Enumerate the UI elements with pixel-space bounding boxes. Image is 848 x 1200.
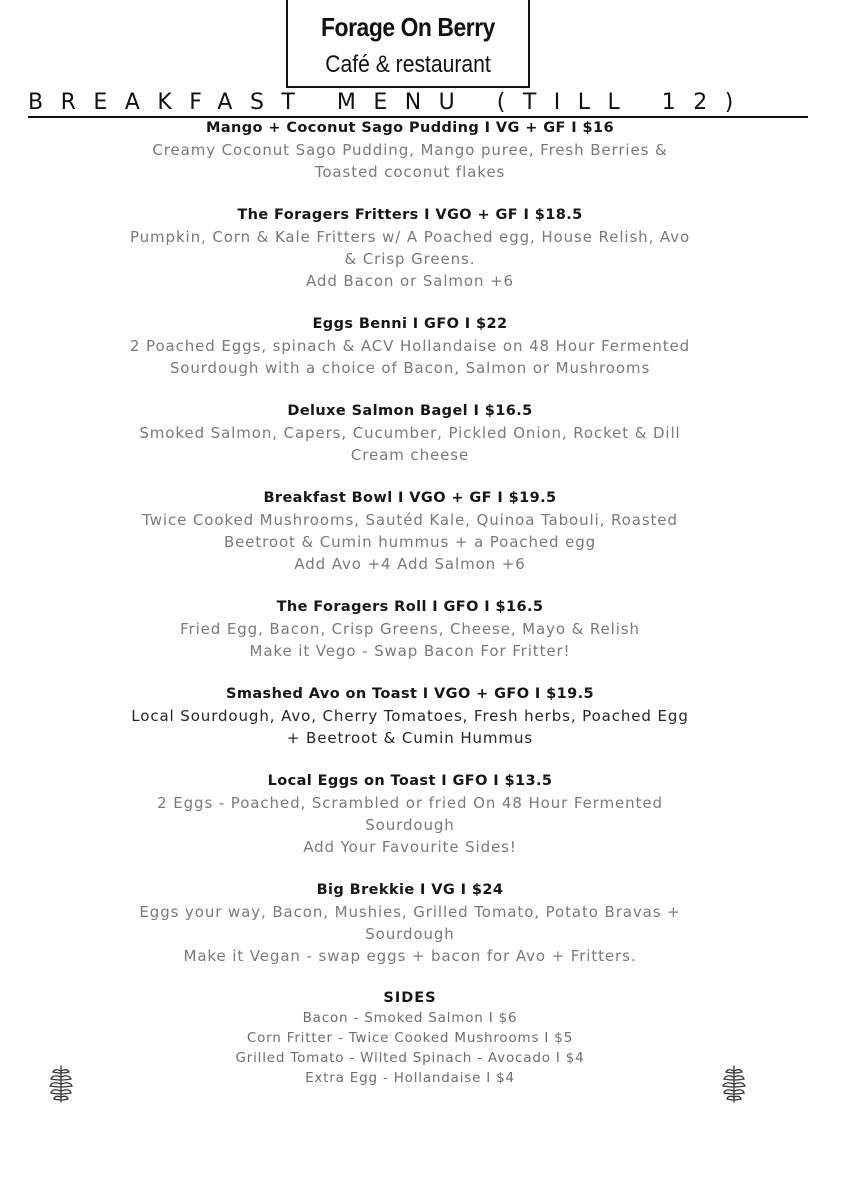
item-description: Pumpkin, Corn & Kale Fritters w/ A Poached egg, House Relish, Avo — [129, 228, 691, 246]
restaurant-tagline: Café & restaurant — [325, 51, 491, 78]
menu-title: BREAKFAST MENU (TILL 12) — [28, 90, 808, 118]
restaurant-logo — [286, 0, 530, 88]
menu-item — [60, 487, 760, 575]
item-title: Breakfast Bowl I VGO + GF I $19.5 — [263, 490, 557, 506]
menu-item — [60, 117, 760, 183]
item-title: Big Brekkie I VG I $24 — [316, 882, 504, 898]
item-description: Sourdough — [365, 816, 455, 834]
item-description: Cream cheese — [350, 446, 470, 464]
menu-item — [60, 204, 760, 292]
item-description: Toasted coconut flakes — [314, 163, 506, 181]
menu-item — [60, 313, 760, 379]
fern-leaf-icon — [47, 1063, 75, 1103]
item-description: 2 Poached Eggs, spinach & ACV Hollandaise on 48 Hour Fermented — [129, 337, 691, 355]
item-description: Fried Egg, Bacon, Crisp Greens, Cheese, Mayo & Relish — [180, 620, 640, 638]
item-description: + Beetroot & Cumin Hummus — [286, 729, 534, 747]
item-title: Deluxe Salmon Bagel I $16.5 — [287, 403, 533, 419]
menu-item — [60, 596, 760, 662]
menu-item — [60, 879, 760, 967]
sides-item: Extra Egg - Hollandaise I $4 — [305, 1070, 515, 1086]
restaurant-name: Forage On Berry — [321, 12, 495, 42]
item-title: The Foragers Roll I GFO I $16.5 — [276, 599, 544, 615]
item-addon: Add Avo +4 Add Salmon +6 — [294, 555, 526, 573]
item-addon: Add Your Favourite Sides! — [303, 838, 517, 856]
menu-item — [60, 770, 760, 858]
item-description: Local Sourdough, Avo, Cherry Tomatoes, Fresh herbs, Poached Egg — [131, 707, 689, 725]
menu-list — [60, 117, 760, 1088]
menu-item — [60, 400, 760, 466]
item-description: Creamy Coconut Sago Pudding, Mango puree, Fresh Berries & — [152, 141, 668, 159]
item-title: Mango + Coconut Sago Pudding I VG + GF I $16 — [206, 120, 614, 136]
item-title: Local Eggs on Toast I GFO I $13.5 — [267, 773, 553, 789]
sides-title: SIDES — [383, 990, 437, 1006]
menu-item — [60, 683, 760, 749]
item-title: The Foragers Fritters I VGO + GF I $18.5 — [237, 207, 583, 223]
sides-item: Bacon - Smoked Salmon I $6 — [302, 1010, 518, 1026]
item-description: Beetroot & Cumin hummus + a Poached egg — [223, 533, 597, 551]
sides-item: Grilled Tomato - Wilted Spinach - Avocado I $4 — [235, 1050, 585, 1066]
item-description: & Crisp Greens. — [344, 250, 476, 268]
fern-leaf-icon — [720, 1063, 748, 1103]
item-title: Eggs Benni I GFO I $22 — [312, 316, 508, 332]
item-description: Sourdough with a choice of Bacon, Salmon or Mushrooms — [169, 359, 651, 377]
item-description: Sourdough — [365, 925, 455, 943]
item-description: Smoked Salmon, Capers, Cucumber, Pickled Onion, Rocket & Dill — [139, 424, 681, 442]
sides-section — [60, 988, 760, 1088]
sides-item: Corn Fritter - Twice Cooked Mushrooms I $5 — [246, 1030, 574, 1046]
item-addon: Make it Vegan - swap eggs + bacon for Avo + Fritters. — [183, 947, 637, 965]
item-title: Smashed Avo on Toast I VGO + GFO I $19.5 — [226, 686, 594, 702]
item-addon: Add Bacon or Salmon +6 — [306, 272, 514, 290]
item-description: 2 Eggs - Poached, Scrambled or fried On 48 Hour Fermented — [157, 794, 663, 812]
item-description: Twice Cooked Mushrooms, Sautéd Kale, Quinoa Tabouli, Roasted — [142, 511, 678, 529]
item-description: Eggs your way, Bacon, Mushies, Grilled Tomato, Potato Bravas + — [139, 903, 681, 921]
item-addon: Make it Vego - Swap Bacon For Fritter! — [249, 642, 571, 660]
